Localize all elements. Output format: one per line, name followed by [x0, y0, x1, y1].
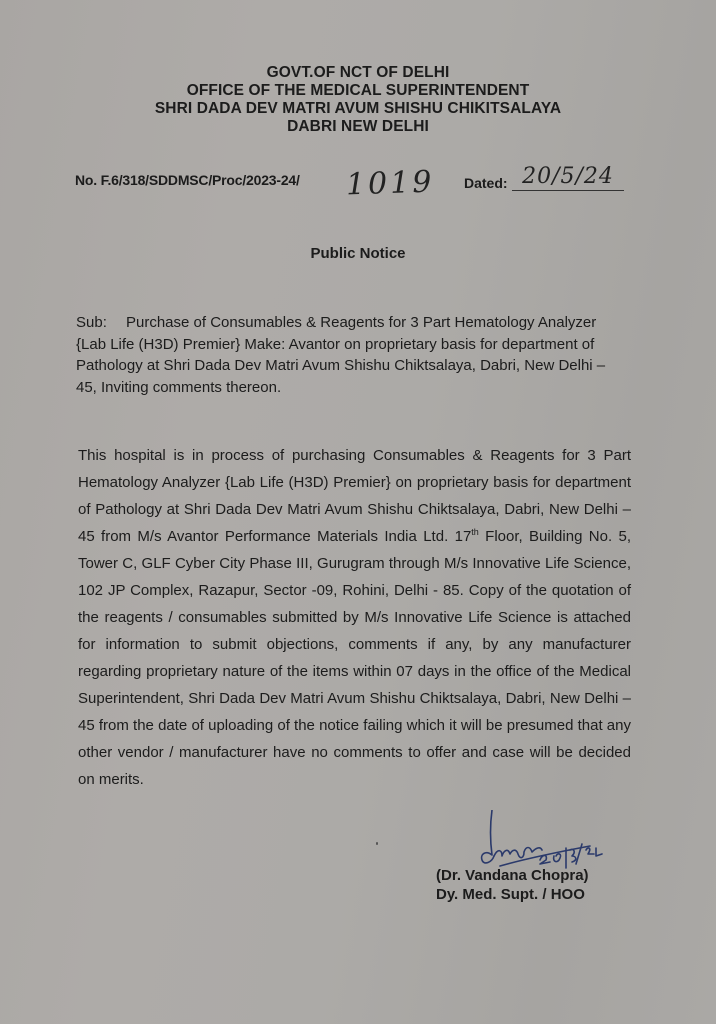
- signatory-name: (Dr. Vandana Chopra): [436, 867, 589, 884]
- dated-label: Dated:: [464, 175, 508, 191]
- handwritten-date: 20/5/24: [512, 164, 624, 191]
- subject-label: Sub:: [76, 314, 107, 331]
- speck-mark: [376, 842, 378, 845]
- signature-stroke-name: [494, 848, 542, 858]
- signature-stroke-date: [540, 844, 602, 868]
- letterhead-line-hospital: SHRI DADA DEV MATRI AVUM SHISHU CHIKITSALAYA: [154, 100, 562, 117]
- signatory-block: [436, 866, 589, 904]
- signature-stroke-initial: [482, 810, 494, 863]
- body-text-part-1: This hospital is in process of purchasing Consumables & Reagents for 3 Part Hematology Analyzer {Lab Life (H3D) Premier} on proprietary basis for department of Pathology at Shri Dada Dev Matri Avum Shishu Chiktsalaya, Dabri, New Delhi – 45 from M/s Avantor Performance Materials India Ltd. 17: [78, 447, 631, 545]
- letterhead: [0, 64, 716, 136]
- body-text-part-2: Floor, Building No. 5, Tower C, GLF Cyber City Phase III, Gurugram through M/s Innovative Life Science, 102 JP Complex, Razapur, Sector -09, Rohini, Delhi - 85. Copy of the quotation of the reagents / consumables submitted by M/s Innovative Life Science is attached for information to submit objections, comments if any, by any manufacturer regarding proprietary nature of the items within 07 days in the office of the Medical Superintendent, Shri Dada Dev Matri Avum Shishu Chiktsalaya, Dabri, New Delhi – 45 from the date of uploading of the notice failing which it will be presumed that any other vendor / manufacturer have no comments to offer and case will be decided on merits.: [78, 528, 631, 788]
- body-paragraph: [78, 442, 631, 793]
- subject-paragraph: [76, 312, 624, 398]
- subject-text: Purchase of Consumables & Reagents for 3 Part Hematology Analyzer {Lab Life (H3D) Premier} Make: Avantor on proprietary basis for department of Pathology at Shri Dada Dev Matri Avum Shishu Chiktsalaya, Dabri, New Delhi – 45, Inviting comments thereon.: [76, 314, 606, 396]
- reference-number: No. F.6/318/SDDMSC/Proc/2023-24/: [75, 172, 300, 188]
- handwritten-reference-number: 1019: [345, 164, 435, 203]
- signatory-designation: Dy. Med. Supt. / HOO: [436, 886, 585, 903]
- letterhead-line-govt: GOVT.OF NCT OF DELHI: [266, 64, 450, 81]
- notice-title: Public Notice: [310, 245, 406, 262]
- ordinal-superscript: th: [471, 527, 479, 537]
- letterhead-line-location: DABRI NEW DELHI: [287, 118, 429, 135]
- letterhead-line-office: OFFICE OF THE MEDICAL SUPERINTENDENT: [186, 82, 530, 99]
